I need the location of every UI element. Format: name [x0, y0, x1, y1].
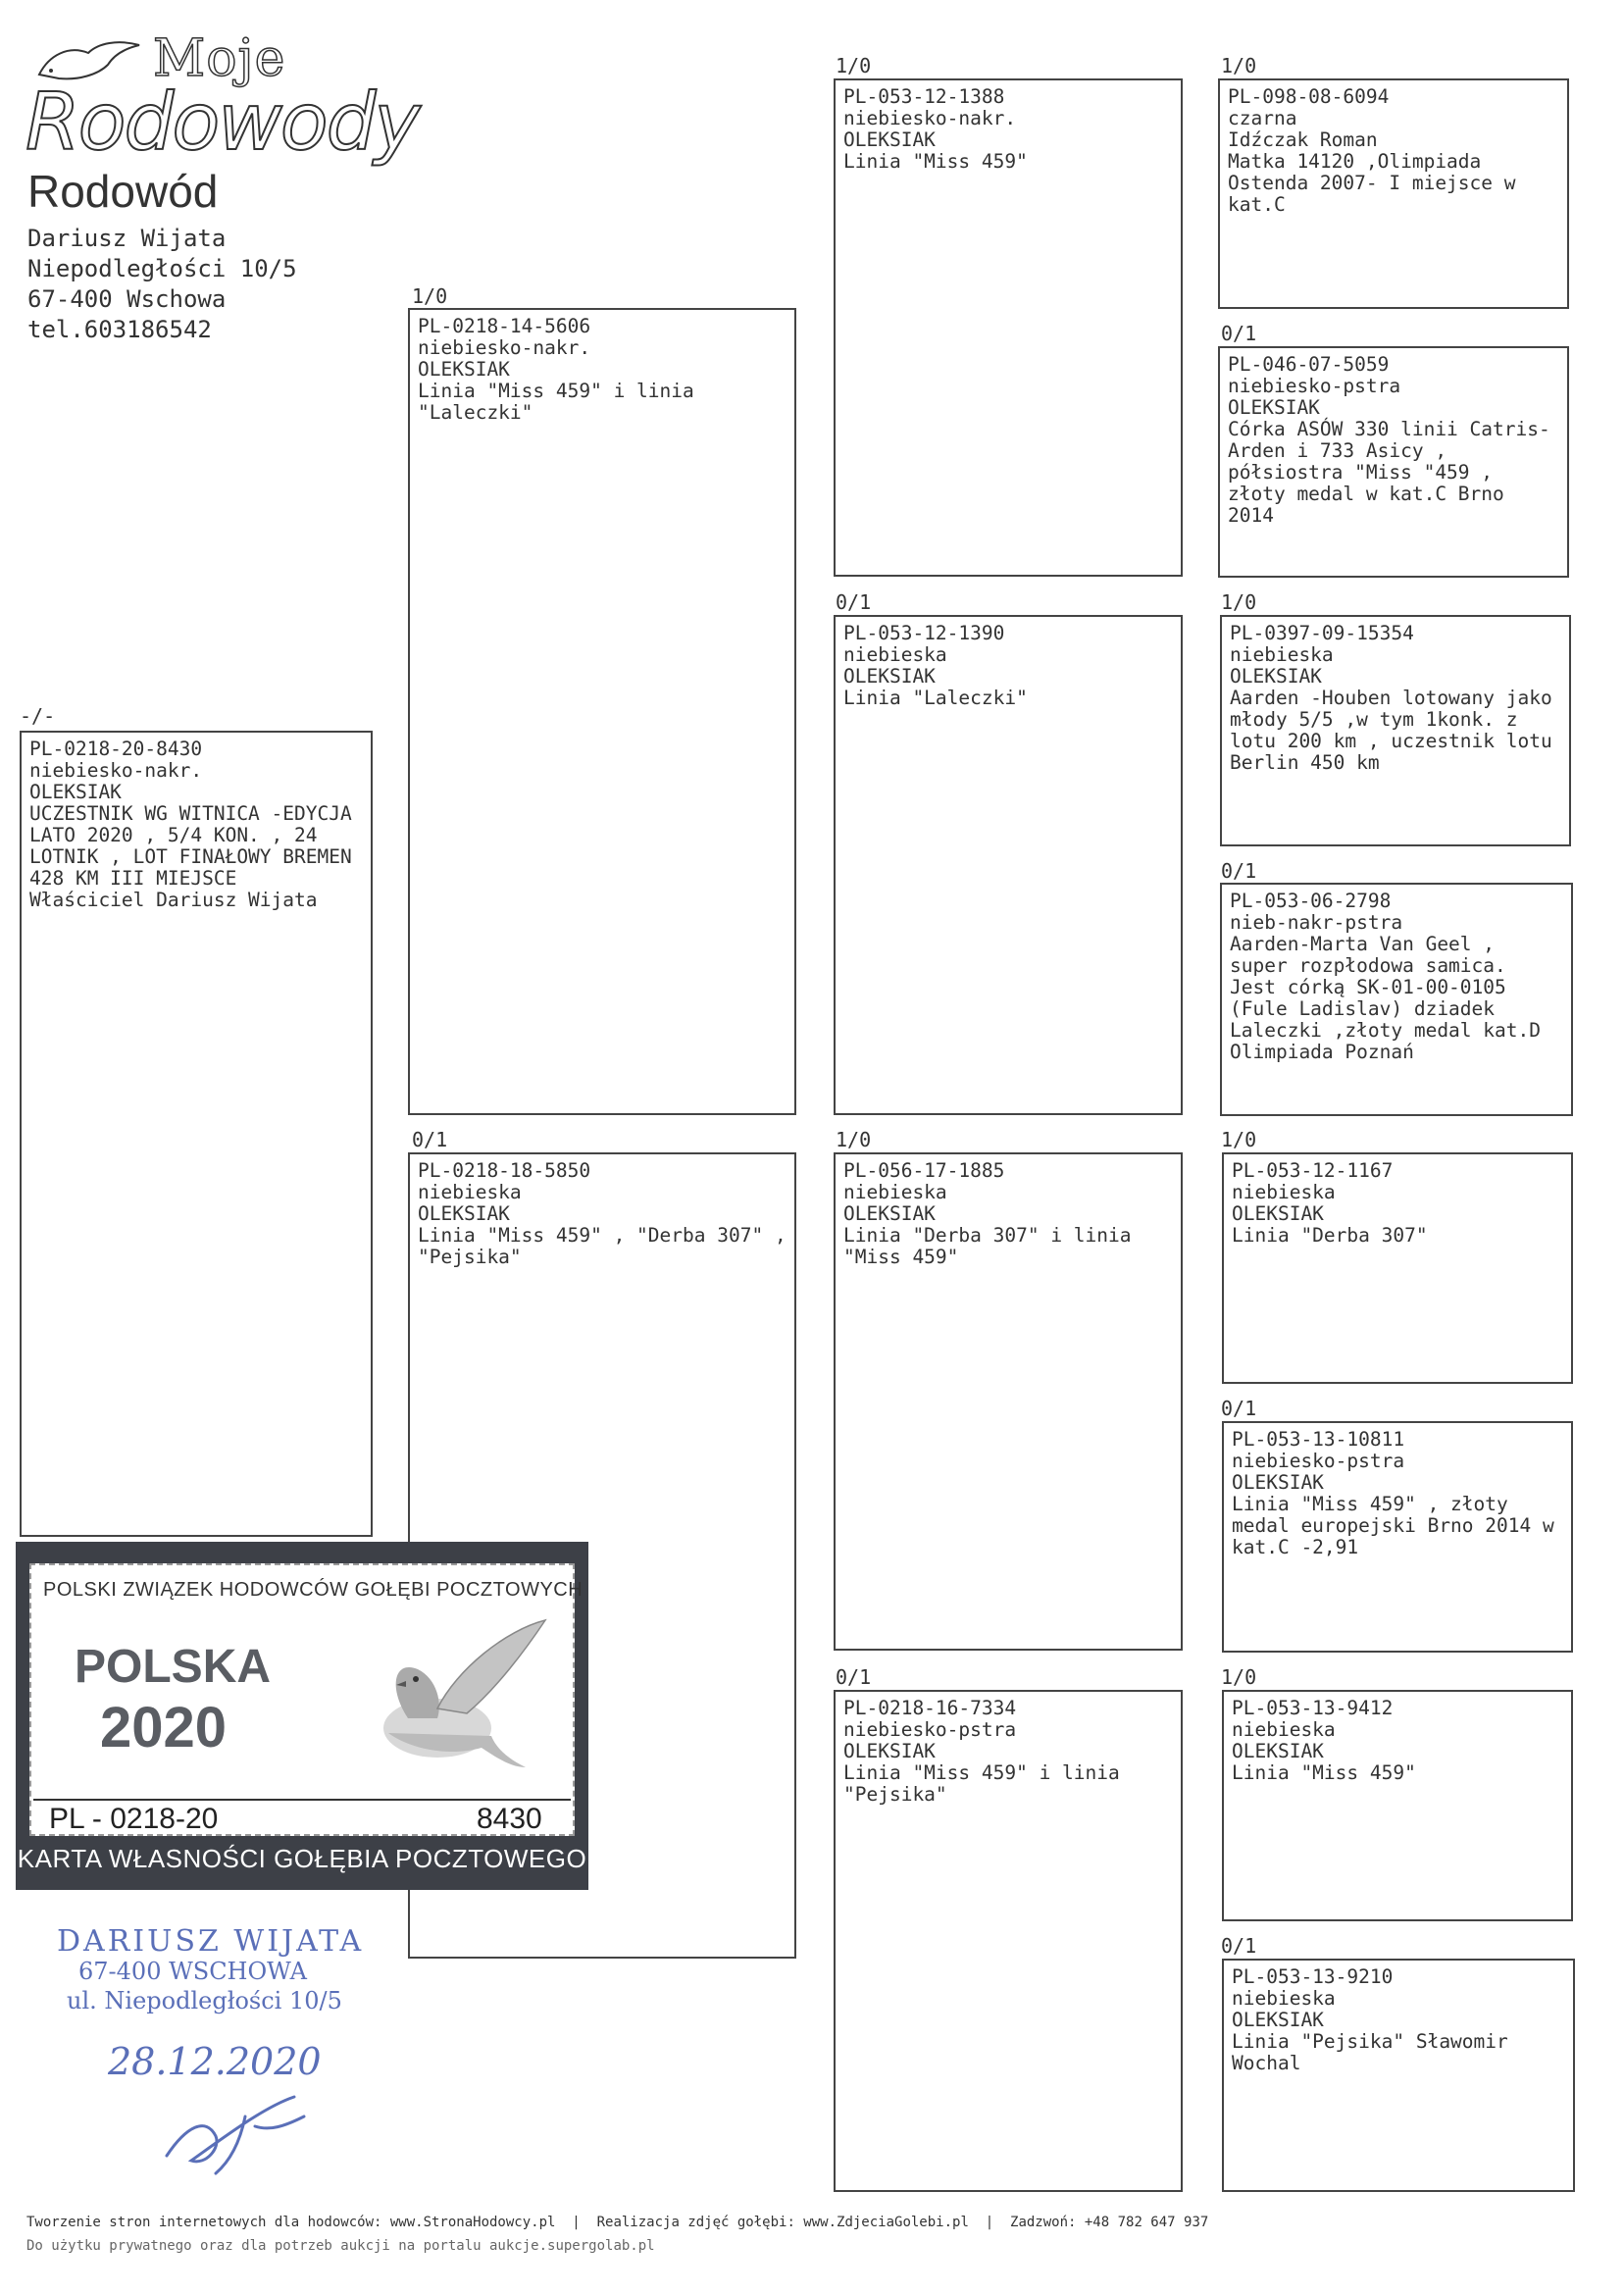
- color: nieb-nakr-pstra: [1230, 911, 1403, 934]
- breeder: OLEKSIAK: [29, 781, 122, 803]
- color: niebieska: [418, 1181, 522, 1203]
- pigeon-7-sex: 1/0: [1221, 54, 1257, 77]
- breeder: OLEKSIAK: [843, 665, 936, 688]
- pigeon-card-fff: [1218, 78, 1569, 309]
- ring-number: PL-053-12-1390: [843, 622, 1005, 644]
- color: niebieska: [1230, 643, 1334, 666]
- ring-number: PL-053-13-9412: [1232, 1697, 1394, 1719]
- ring-number: PL-0218-20-8430: [29, 738, 203, 760]
- breeder: OLEKSIAK: [418, 1202, 510, 1225]
- breeder: OLEKSIAK: [843, 128, 936, 151]
- card-footer: KARTA WŁASNOŚCI GOŁĘBIA POCZTOWEGO: [17, 1844, 587, 1873]
- description: Linia "Miss 459": [1232, 1761, 1416, 1784]
- pigeon-card-mmm: [1222, 1959, 1575, 2192]
- description: Linia "Miss 459" , złoty medal europejski Brno 2014 w kat.C -2,91: [1232, 1493, 1554, 1558]
- logo-text-main: Rodowody: [25, 76, 419, 168]
- owner-street: Niepodległości 10/5: [27, 255, 297, 282]
- stamp-line-2: 67-400 WSCHOWA: [78, 1958, 307, 1985]
- ring-number: PL-046-07-5059: [1228, 353, 1390, 376]
- pigeon-2-sex: 0/1: [412, 1128, 448, 1151]
- pigeon-5-sex: 1/0: [836, 1128, 872, 1151]
- color: niebiesko-pstra: [843, 1718, 1017, 1741]
- description: Aarden-Marta Van Geel , super rozpłodowa samica. Jest córką SK-01-00-0105 (Fule Ladislav) dziadek Laleczki ,złoty medal kat.D Olimpiada Poznań: [1230, 933, 1541, 1063]
- breeder: OLEKSIAK: [1228, 396, 1320, 419]
- card-ring-prefix: PL - 0218-20: [49, 1803, 219, 1835]
- pigeon-card-ff: [834, 78, 1183, 577]
- color: niebiesko-nakr.: [29, 759, 203, 782]
- ring-number: PL-053-06-2798: [1230, 890, 1392, 912]
- card-year: 2020: [100, 1696, 228, 1759]
- footer-line-1: Tworzenie stron internetowych dla hodowców: www.StronaHodowcy.pl | Realizacja zdjęć gołębi: www.ZdjeciaGolebi.pl | Zadzwoń: +48 782 647 937: [26, 2215, 1209, 2230]
- ring-number: PL-053-13-9210: [1232, 1965, 1394, 1988]
- color: czarna: [1228, 107, 1297, 129]
- color: niebieska: [1232, 1987, 1336, 2010]
- breeder: OLEKSIAK: [1232, 1202, 1324, 1225]
- card-country: POLSKA: [75, 1641, 272, 1693]
- pigeon-4-sex: 0/1: [836, 590, 872, 614]
- stamp-line-3: ul. Niepodległości 10/5: [67, 1987, 342, 2014]
- pigeon-card-ffm: [1218, 346, 1569, 578]
- ring-number: PL-0218-18-5850: [418, 1159, 591, 1182]
- breeder: OLEKSIAK: [418, 358, 510, 381]
- description: Linia "Miss 459" , "Derba 307" , "Pejsika": [418, 1224, 787, 1268]
- ring-number: PL-053-12-1388: [843, 85, 1005, 108]
- card-ring-divider: [33, 1799, 571, 1801]
- card-organization: POLSKI ZWIĄZEK HODOWCÓW GOŁĘBI POCZTOWYCH: [43, 1579, 584, 1601]
- owner-address: [27, 224, 297, 345]
- pigeon-card-fmf: [1220, 615, 1571, 846]
- color: niebiesko-nakr.: [418, 336, 591, 359]
- pigeon-card-father: [408, 308, 796, 1115]
- color: niebieska: [1232, 1718, 1336, 1741]
- breeder: OLEKSIAK: [1230, 665, 1322, 688]
- handwritten-date: 28.12.2020: [108, 2040, 322, 2083]
- pigeon-card-mfm: [1222, 1421, 1573, 1653]
- ring-number: PL-0397-09-15354: [1230, 622, 1414, 644]
- color: niebieska: [843, 1181, 947, 1203]
- description: Linia "Miss 459": [843, 150, 1028, 173]
- pigeon-card-fmm: [1220, 883, 1573, 1116]
- ring-number: PL-098-08-6094: [1228, 85, 1390, 108]
- logo-text-top: Moje: [153, 29, 286, 88]
- pigeon-8-sex: 0/1: [1221, 322, 1257, 345]
- color: niebieska: [843, 643, 947, 666]
- pigeon-photo-icon: [349, 1610, 555, 1787]
- description: Linia "Miss 459" i linia "Pejsika": [843, 1761, 1120, 1806]
- pigeon-card-mf: [834, 1152, 1183, 1651]
- pigeon-14-sex: 0/1: [1221, 1934, 1257, 1958]
- pigeon-card-mff: [1222, 1152, 1573, 1384]
- owner-phone: tel.603186542: [27, 316, 212, 343]
- description: Linia "Derba 307": [1232, 1224, 1428, 1247]
- pigeon-1-sex: 1/0: [412, 284, 448, 308]
- breeder: OLEKSIAK: [1232, 2009, 1324, 2031]
- pigeon-12-sex: 0/1: [1221, 1397, 1257, 1420]
- description: Linia "Miss 459" i linia "Laleczki": [418, 380, 694, 424]
- ownership-card: [16, 1542, 588, 1890]
- color: niebiesko-pstra: [1232, 1450, 1405, 1472]
- breeder: OLEKSIAK: [843, 1202, 936, 1225]
- breeder: OLEKSIAK: [843, 1740, 936, 1762]
- owner-city: 67-400 Wschowa: [27, 285, 227, 313]
- description: Linia "Derba 307" i linia "Miss 459": [843, 1224, 1132, 1268]
- pigeon-9-sex: 1/0: [1221, 590, 1257, 614]
- pigeon-10-sex: 0/1: [1221, 859, 1257, 883]
- card-ring-number: 8430: [477, 1803, 542, 1835]
- breeder: OLEKSIAK: [1232, 1740, 1324, 1762]
- description: UCZESTNIK WG WITNICA -EDYCJA LATO 2020 , 5/4 KON. , 24 LOTNIK , LOT FINAŁOWY BREMEN 428 KM III MIEJSCE Właściciel Dariusz Wijata: [29, 802, 352, 911]
- owner-name: Dariusz Wijata: [27, 225, 227, 252]
- pigeon-card-subject: [20, 731, 373, 1537]
- footer-line-2: Do użytku prywatnego oraz dla potrzeb aukcji na portalu aukcje.supergolab.pl: [26, 2238, 655, 2254]
- description: Linia "Pejsika" Sławomir Wochal: [1232, 2030, 1508, 2074]
- signature-icon: [147, 2087, 324, 2175]
- breeder: Idźczak Roman: [1228, 128, 1378, 151]
- pigeon-6-sex: 0/1: [836, 1665, 872, 1689]
- pigeon-3-sex: 1/0: [836, 54, 872, 77]
- pigeon-card-mmf: [1222, 1690, 1573, 1921]
- stamp-line-1: DARIUSZ WIJATA: [57, 1924, 365, 1959]
- ring-number: PL-0218-16-7334: [843, 1697, 1017, 1719]
- ring-number: PL-053-13-10811: [1232, 1428, 1405, 1451]
- ring-number: PL-0218-14-5606: [418, 315, 591, 337]
- description: Linia "Laleczki": [843, 687, 1028, 709]
- ring-number: PL-053-12-1167: [1232, 1159, 1394, 1182]
- page-title: Rodowód: [27, 166, 219, 217]
- color: niebiesko-pstra: [1228, 375, 1401, 397]
- moje-rodowody-logo: [25, 29, 419, 168]
- description: Aarden -Houben lotowany jako młody 5/5 ,w tym 1konk. z lotu 200 km , uczestnik lotu Berlin 450 km: [1230, 687, 1552, 774]
- pigeon-11-sex: 1/0: [1221, 1128, 1257, 1151]
- pigeon-13-sex: 1/0: [1221, 1665, 1257, 1689]
- color: niebieska: [1232, 1181, 1336, 1203]
- color: niebiesko-nakr.: [843, 107, 1017, 129]
- pigeon-card-mm: [834, 1690, 1183, 2192]
- pigeon-card-fm: [834, 615, 1183, 1115]
- pigeon-0-sex: -/-: [20, 704, 56, 728]
- breeder: OLEKSIAK: [1232, 1471, 1324, 1494]
- description: Córka ASÓW 330 linii Catris-Arden i 733 Asicy , półsiostra "Miss "459 , złoty medal w kat.C Brno 2014: [1228, 418, 1550, 527]
- description: Matka 14120 ,Olimpiada Ostenda 2007- I miejsce w kat.C: [1228, 150, 1516, 216]
- ring-number: PL-056-17-1885: [843, 1159, 1005, 1182]
